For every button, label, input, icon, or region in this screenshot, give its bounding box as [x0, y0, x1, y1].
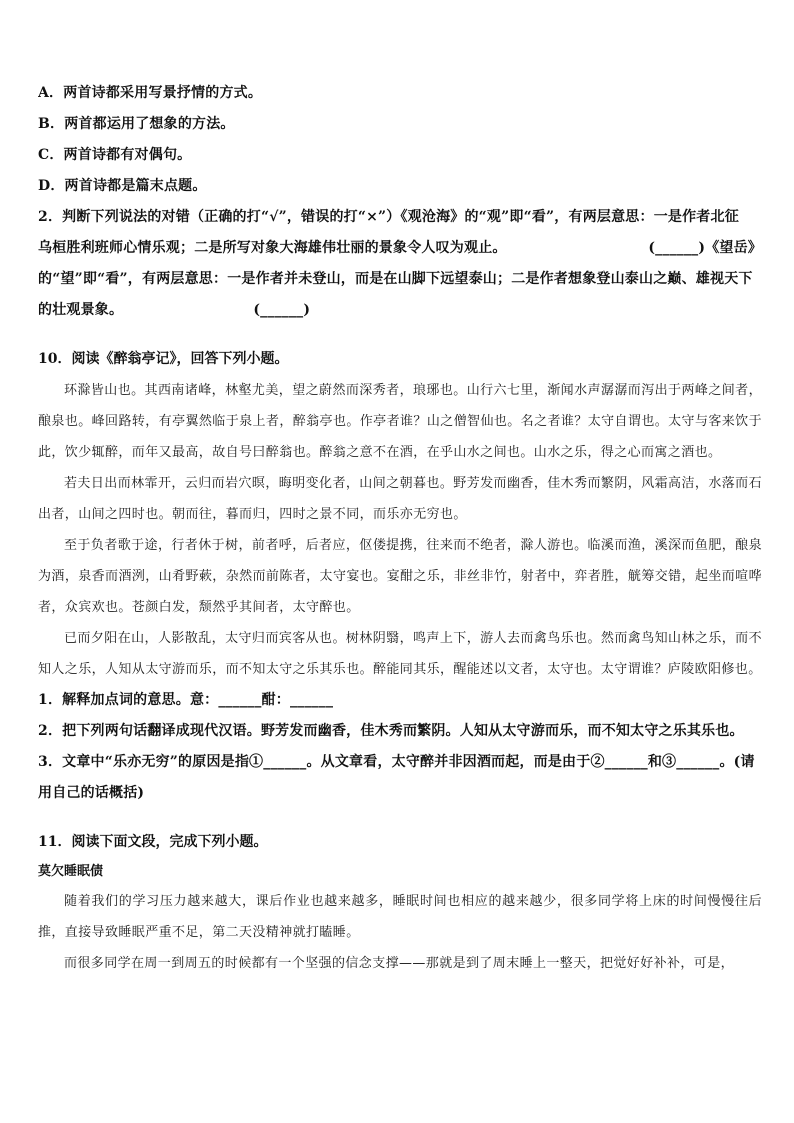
q2-answer-blank-1[interactable]: (______)《望岳》	[648, 240, 762, 256]
document-page	[38, 78, 762, 979]
q10-title: 10．阅读《醉翁亭记》，回答下列小题。	[38, 351, 289, 367]
q2-line-1: 2．判断下列说法的对错（正确的打“√”，错误的打“×”）《观沧海》的“观”即“看”，有两层意思：一是作者北征	[38, 209, 739, 225]
q2-line-2-text: 乌桓胜利班师心情乐观；二是所写对象大海雄伟壮丽的景象令人叹为观止。	[38, 240, 507, 256]
q10-sub-3-line-1: 3．文章中“乐亦无穷”的原因是指①______。从文章看，太守醉并非因酒而起，而是由于②______和③______。(请	[38, 754, 755, 770]
passage-paragraph: 环滁皆山也。其西南诸峰，林壑尤美，望之蔚然而深秀者，琅琊也。山行六七里，渐闻水声潺潺而泻出于两峰之间者，酿泉也。峰回路转，有亭翼然临于泉上者，醉翁亭也。作亭者谁？山之僧智仙也。名之者谁？太守自谓也。太守与客来饮于此，饮少辄醉，而年又最高，故自号曰醉翁也。醉翁之意不在酒，在乎山水之间也。山水之乐，得之心而寓之酒也。	[38, 383, 762, 460]
option-c: C．两首诗都有对偶句。	[38, 147, 192, 163]
q11-article-title: 莫欠睡眠债	[38, 864, 104, 879]
q2-line-4	[38, 295, 762, 326]
q10-passage	[38, 375, 762, 685]
passage-paragraph: 已而夕阳在山，人影散乱，太守归而宾客从也。树林阴翳，鸣声上下，游人去而禽鸟乐也。然而禽鸟知山林之乐，而不知人之乐，人知从太守游而乐，而不知太守之乐其乐也。醉能同其乐，醒能述以文者，太守也。太守谓谁？庐陵欧阳修也。	[38, 631, 762, 677]
q10-sub-1: 1．解释加点词的意思。意：______酣：______	[38, 692, 334, 708]
q10-sub-3-line-2: 用自己的话概括)	[38, 785, 145, 801]
option-a: A．两首诗都采用写景抒情的方式。	[38, 85, 263, 101]
q2-line-4-text: 的壮观景象。	[38, 302, 124, 318]
q11-passage	[38, 886, 762, 979]
q10-sub-2: 2．把下列两句话翻译成现代汉语。野芳发而幽香，佳木秀而繁阴。人知从太守游而乐，而不知太守之乐其乐也。	[38, 723, 744, 739]
option-b: B．两首都运用了想象的方法。	[38, 116, 235, 132]
passage-paragraph: 若夫日出而林霏开，云归而岩穴暝，晦明变化者，山间之朝暮也。野芳发而幽香，佳木秀而繁阴，风霜高洁，水落而石出者，山间之四时也。朝而往，暮而归，四时之景不同，而乐亦无穷也。	[38, 476, 762, 522]
q2-answer-blank-2[interactable]: (______)	[253, 302, 311, 318]
passage-paragraph: 而很多同学在周一到周五的时候都有一个坚强的信念支撑——那就是到了周末睡上一整天，把觉好好补补，可是，	[64, 956, 735, 971]
q2-line-2	[38, 233, 762, 264]
passage-paragraph: 随着我们的学习压力越来越大，课后作业也越来越多，睡眠时间也相应的越来越少，很多同学将上床的时间慢慢往后推，直接导致睡眠严重不足，第二天没精神就打瞌睡。	[38, 894, 762, 940]
q2-line-3: 的“望”即“看”，有两层意思：一是作者并未登山，而是在山脚下远望泰山；二是作者想象登山泰山之巅、雄视天下	[38, 271, 753, 287]
q11-title: 11．阅读下面文段，完成下列小题。	[38, 834, 268, 850]
option-d: D．两首诗都是篇末点题。	[38, 178, 207, 194]
passage-paragraph: 至于负者歌于途，行者休于树，前者呼，后者应，伛偻提携，往来而不绝者，滁人游也。临溪而渔，溪深而鱼肥，酿泉为酒，泉香而酒洌，山肴野蔌，杂然而前陈者，太守宴也。宴酣之乐，非丝非竹，射者中，弈者胜，觥筹交错，起坐而喧哗者，众宾欢也。苍颜白发，颓然乎其间者，太守醉也。	[38, 538, 762, 615]
